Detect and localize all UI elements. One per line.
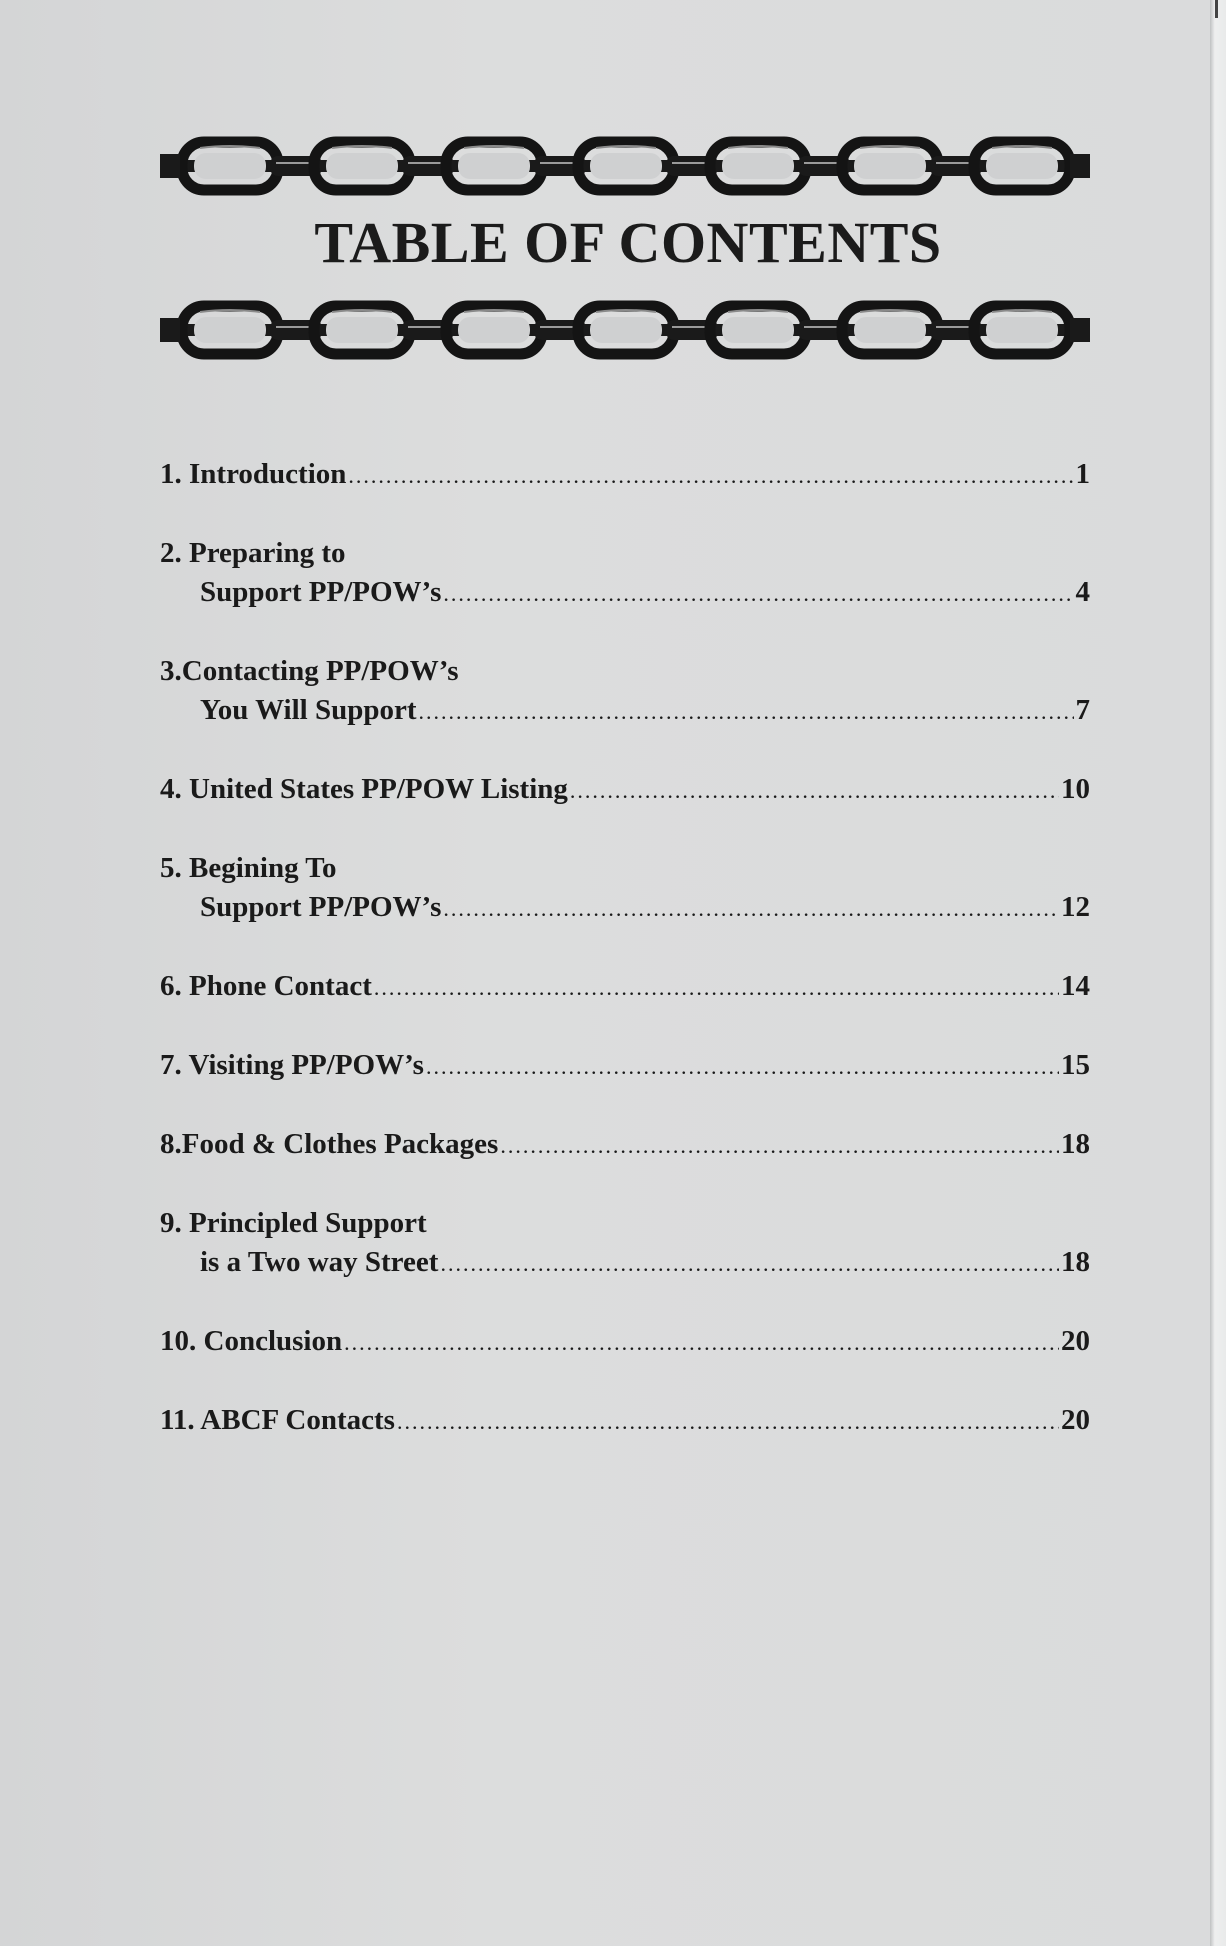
toc-entry-title: 8.Food & Clothes Packages [160,1128,499,1160]
toc-entry-title: 2. Preparing to [160,537,346,569]
toc-entry-title: 6. Phone Contact [160,970,372,1002]
toc-entry-title: 9. Principled Support [160,1207,427,1239]
toc-entry-title: 5. Begining To [160,852,337,884]
toc-entry [160,770,1090,810]
page-edge [1210,0,1226,1946]
toc-entry-row [160,1243,1090,1283]
toc-entry [160,652,1090,731]
page-number: 18 [1061,1246,1090,1278]
toc-entry-title: is a Two way Street [200,1246,439,1278]
page-number: 14 [1061,970,1090,1002]
page-number: 1 [1075,458,1090,490]
toc-entry-title: 7. Visiting PP/POW’s [160,1049,424,1081]
toc-entry-title: 4. United States PP/POW Listing [160,773,568,805]
dot-leader [570,771,1059,810]
dot-leader [374,968,1059,1007]
page-number: 10 [1061,773,1090,805]
page-number: 18 [1061,1128,1090,1160]
dot-leader [397,1402,1059,1441]
page-number: 4 [1075,576,1090,608]
page-number: 20 [1061,1325,1090,1357]
toc-entry-title: Support PP/POW’s [200,891,442,923]
chain-ornament-top [160,136,1090,196]
toc-entry [160,455,1090,495]
page-number: 15 [1061,1049,1090,1081]
toc-entry-row [160,1046,1090,1086]
dot-leader [500,1126,1059,1165]
dot-leader [426,1047,1059,1086]
dot-leader [440,1244,1059,1283]
toc-entry [160,1204,1090,1283]
page-edge-mark [1215,0,1218,18]
toc-entry [160,849,1090,928]
toc-entry [160,1046,1090,1086]
dot-leader [419,692,1074,731]
toc-entry-title: 1. Introduction [160,458,347,490]
toc-entry-row [160,691,1090,731]
dot-leader [443,889,1059,928]
table-of-contents [160,455,1090,1441]
dot-leader [348,456,1073,495]
toc-entry [160,1125,1090,1165]
toc-entry-title: You Will Support [200,694,417,726]
toc-entry-title: Support PP/POW’s [200,576,442,608]
chain-icon [160,136,1090,196]
toc-entry-title: 11. ABCF Contacts [160,1404,395,1436]
toc-entry [160,1322,1090,1362]
toc-entry [160,967,1090,1007]
toc-entry-row [160,967,1090,1007]
toc-entry [160,534,1090,613]
toc-entry-row [160,455,1090,495]
dot-leader [344,1323,1059,1362]
page-number: 20 [1061,1404,1090,1436]
toc-entry-row [160,1401,1090,1441]
toc-entry-row [160,1125,1090,1165]
toc-entry [160,1401,1090,1441]
chain-icon [160,300,1090,360]
toc-entry-title: 10. Conclusion [160,1325,343,1357]
page-number: 7 [1075,694,1090,726]
toc-entry-row [160,573,1090,613]
toc-entry-row [160,770,1090,810]
dot-leader [443,574,1073,613]
toc-entry-title: 3.Contacting PP/POW’s [160,655,459,687]
toc-entry-row [160,1322,1090,1362]
page-title: TABLE OF CONTENTS [314,210,942,275]
page-number: 12 [1061,891,1090,923]
toc-entry-row [160,888,1090,928]
chain-ornament-bottom [160,300,1090,360]
